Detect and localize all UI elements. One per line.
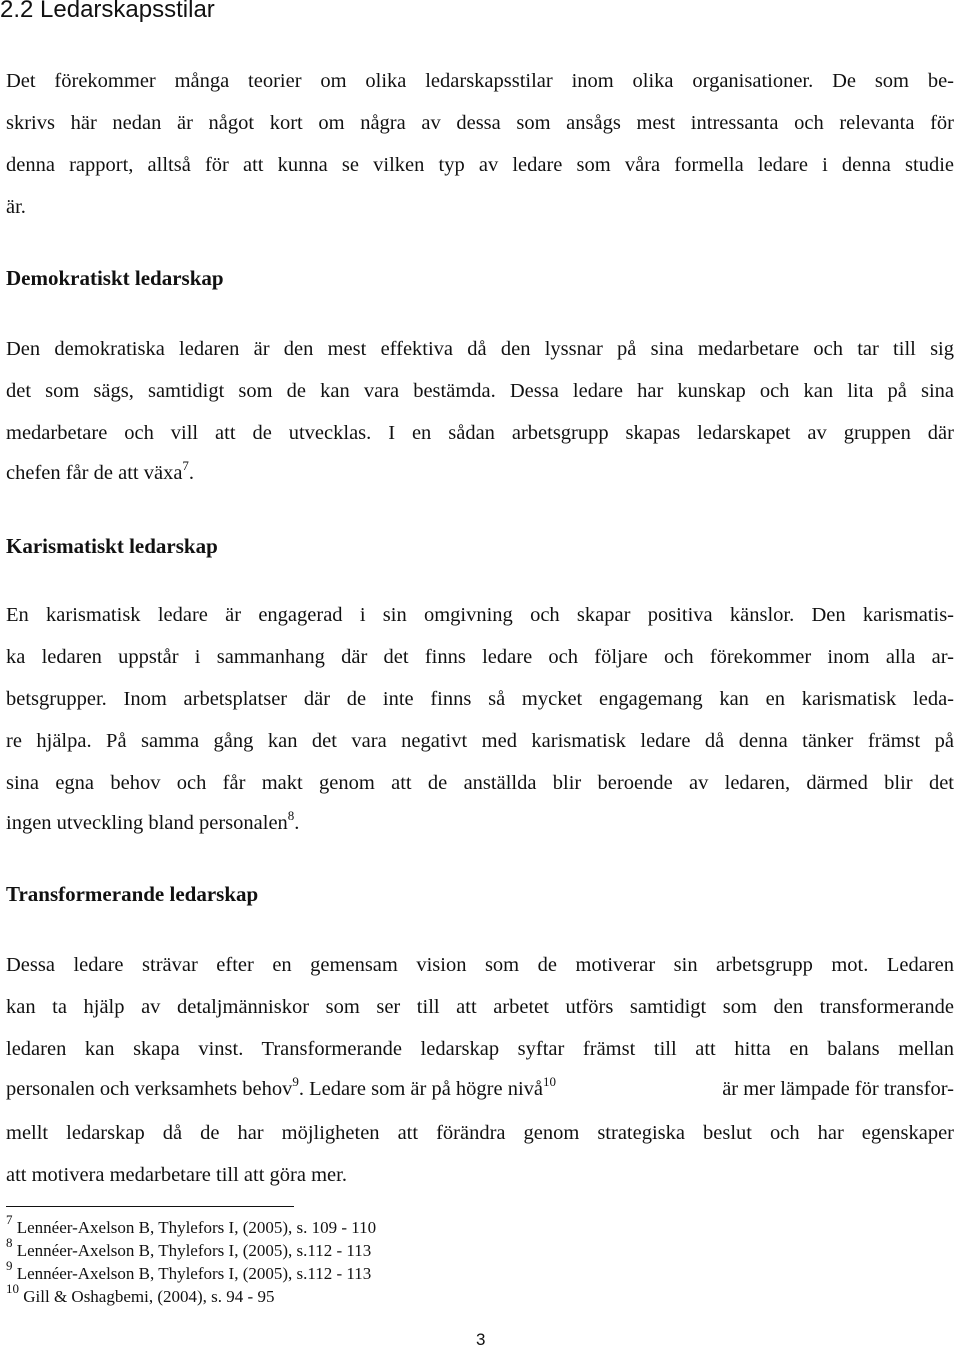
footnote bbox=[6, 1258, 372, 1284]
text-line: ka ledaren uppstår i sammanhang där det finns ledare och följare och förekommer inom alla ar- bbox=[6, 646, 954, 668]
text-run: chefen får de att växa bbox=[6, 462, 183, 484]
subheading-democratic: Demokratiskt ledarskap bbox=[6, 266, 224, 290]
footnote-number: 8 bbox=[6, 1235, 13, 1250]
text-line: Den demokratiska ledaren är den mest effektiva då den lyssnar på sina medarbetare och tar till sig bbox=[6, 338, 954, 360]
text-line bbox=[6, 808, 954, 835]
subheading-charismatic: Karismatiskt ledarskap bbox=[6, 534, 218, 558]
text-line: det som sägs, samtidigt som de kan vara bestämda. Dessa ledare har kunskap och kan lita på sina bbox=[6, 380, 954, 402]
text-line: re hjälpa. På samma gång kan det vara negativt med karismatisk ledare då denna tänker främst på bbox=[6, 730, 954, 752]
footnote-text: Lennéer-Axelson B, Thylefors I, (2005), s.112 - 113 bbox=[12, 1241, 372, 1260]
footnote bbox=[6, 1235, 372, 1261]
text-line: sina egna behov och får makt genom att de anställda blir beroende av ledaren, därmed blir det bbox=[6, 772, 954, 794]
text-run: . bbox=[188, 462, 195, 484]
text-line bbox=[6, 1074, 954, 1101]
page-number: 3 bbox=[476, 1330, 486, 1349]
text-line: skrivs här nedan är något kort om några av dessa som ansågs mest intressanta och relevanta för bbox=[6, 112, 954, 134]
text-line: Det förekommer många teorier om olika ledarskapsstilar inom olika organisationer. De som be- bbox=[6, 70, 954, 92]
footnote-separator bbox=[6, 1206, 294, 1207]
text-line: mellt ledarskap då de har möjligheten att förändra genom strategiska beslut och har egenskaper bbox=[6, 1122, 954, 1144]
text-line: är. bbox=[6, 196, 26, 218]
footnote-ref: 9 bbox=[292, 1074, 299, 1089]
text-run: är mer lämpade för transfor- bbox=[722, 1078, 954, 1100]
text-line: En karismatisk ledare är engagerad i sin omgivning och skapar positiva känslor. Den karismatis- bbox=[6, 604, 954, 626]
text-run: personalen och verksamhets behov bbox=[6, 1078, 293, 1100]
text-line: betsgrupper. Inom arbetsplatser där de inte finns så mycket engagemang kan en karismatisk leda- bbox=[6, 688, 954, 710]
text-line: att motivera medarbetare till att göra mer. bbox=[6, 1164, 347, 1186]
text-run bbox=[6, 1074, 557, 1101]
footnote-number: 7 bbox=[6, 1212, 13, 1227]
text-line: denna rapport, alltså för att kunna se vilken typ av ledare som våra formella ledare i denna studie bbox=[6, 154, 954, 176]
footnote bbox=[6, 1212, 377, 1238]
footnote-number: 9 bbox=[6, 1258, 13, 1273]
subheading-transformational: Transformerande ledarskap bbox=[6, 882, 259, 906]
footnote-ref: 10 bbox=[543, 1074, 557, 1089]
text-line: kan ta hjälp av detaljmänniskor som ser till att arbetet utförs samtidigt som den transformerande bbox=[6, 996, 954, 1018]
text-line: Dessa ledare strävar efter en gemensam vision som de motiverar sin arbetsgrupp mot. Ledaren bbox=[6, 954, 954, 976]
text-run: ingen utveckling bland personalen bbox=[6, 812, 288, 834]
footnote-text: Lennéer-Axelson B, Thylefors I, (2005), s. 109 - 110 bbox=[12, 1218, 377, 1237]
footnote-number: 10 bbox=[6, 1281, 19, 1296]
text-run: . Ledare som är på högre nivå bbox=[298, 1078, 544, 1100]
footnote bbox=[6, 1281, 275, 1307]
footnote-ref: 7 bbox=[182, 458, 189, 473]
text-line bbox=[6, 458, 954, 485]
text-run: . bbox=[294, 812, 300, 834]
text-line: medarbetare och vill att de utvecklas. I en sådan arbetsgrupp skapas ledarskapet av gruppen där bbox=[6, 422, 954, 444]
footnote-text: Lennéer-Axelson B, Thylefors I, (2005), s.112 - 113 bbox=[12, 1264, 372, 1283]
text-line: ledaren kan skapa vinst. Transformerande ledarskap syftar främst till att hitta en balans mellan bbox=[6, 1038, 954, 1060]
section-heading: 2.2 Ledarskapsstilar bbox=[0, 0, 215, 23]
footnote-ref: 8 bbox=[287, 808, 295, 823]
footnote-text: Gill & Oshagbemi, (2004), s. 94 - 95 bbox=[19, 1287, 275, 1306]
